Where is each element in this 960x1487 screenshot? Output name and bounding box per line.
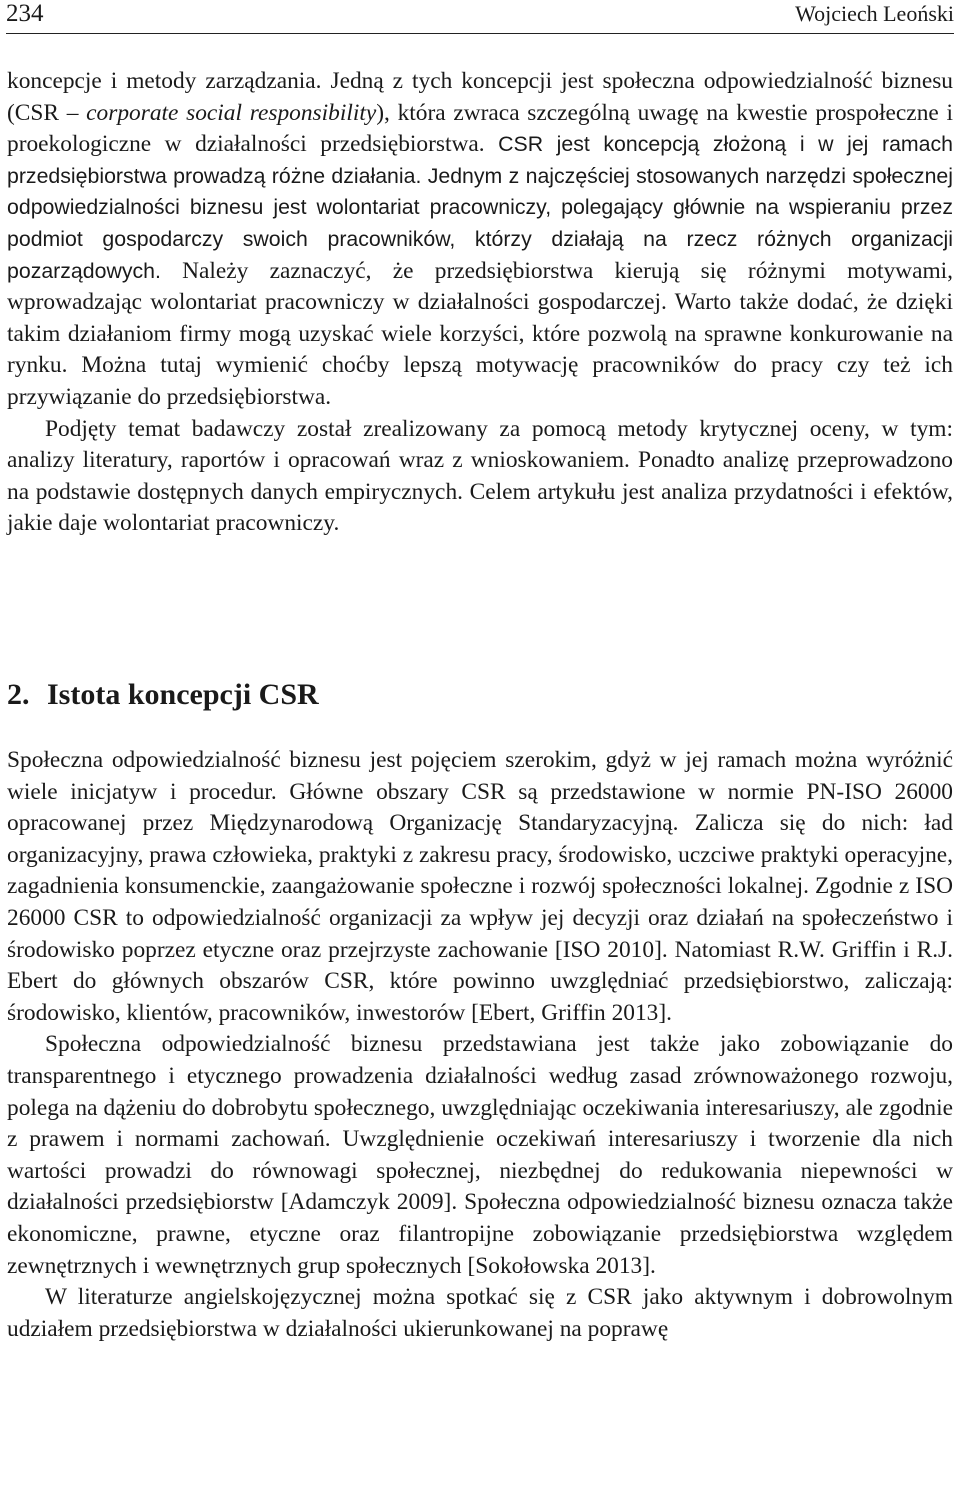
section-title: Istota koncepcji CSR [47, 678, 319, 711]
intro-paragraph-2: Podjęty temat badawczy został zrealizowany za pomocą metody krytycznej oceny, w tym: analizy literatury, raportów i opracowań wraz z wnioskowaniem. Ponadto analizę przeprowadzono na podstawie dostępnych danych empirycznych. Celem artykułu jest analiza przydatności i efektów, jakie daje wolontariat pracowniczy. [7, 415, 953, 537]
section-paragraph-1: Społeczna odpowiedzialność biznesu jest pojęciem szerokim, gdyż w jej ramach można wyróżnić wiele inicjatyw i procedur. Główne obszary CSR są przedstawione w normie PN-ISO 26000 opracowanej przez Międzynarodową Organizację Standaryzacyjną. Zalicza się do nich: ład organizacyjny, prawa człowieka, praktyki z zakresu pracy, środowisko, uczciwe praktyki operacyjne, zagadnienia konsumenckie, zaangażowanie społeczne i rozwój społeczności lokalnej. Zgodnie z ISO 26000 CSR to odpowiedzialność organizacji za wpływ jej decyzji oraz działań na społeczeństwo i środowisko poprzez etyczne oraz przejrzyste zachowanie [ISO 2010]. Natomiast R.W. Griffin i R.J. Ebert do głównych obszarów CSR, które powinno uwzględniać przedsiębiorstwo, zaliczają: środowisko, klientów, pracowników, inwestorów [Ebert, Griffin 2013]. [7, 747, 953, 1026]
section-heading [7, 677, 319, 713]
intro-italic-term: corporate social responsibility [86, 99, 377, 126]
page-header [6, 0, 954, 32]
intro-paragraph-1 [7, 66, 953, 414]
section-paragraph-2: Społeczna odpowiedzialność biznesu przedstawiana jest także jako zobowiązanie do transparentnego i etycznego prowadzenia działalności według zasad zrównoważonego rozwoju, polega na dążeniu do dobrobytu społecznego, uwzględniając oczekiwania interesariuszy, ale zgodnie z prawem i normami zachowań. Uwzględnienie oczekiwań interesariuszy i tworzenie dla nich wartości prowadzi do równowagi społecznej, niezbędnej do redukowania niepewności w działalności przedsiębiorstw [Adamczyk 2009]. Społeczna odpowiedzialność biznesu oznacza także ekonomiczne, prawne, etyczne oraz filantropijne zobowiązanie przedsiębiorstwa względem zewnętrznych i wewnętrznych grup społecznych [Sokołowska 2013]. [7, 1031, 953, 1279]
page-number: 234 [6, 0, 44, 27]
header-rule [6, 33, 954, 34]
intro-text-sans: CSR jest koncepcją złożoną i w jej ramach przedsiębiorstwa prowadzą różne działania. Jednym z najczęściej stosowanych narzędzi społecznej odpowiedzialności biznesu jest wolontariat pracowniczy, polegający głównie na wspieraniu przez podmiot gospodarczy swoich pracowników, którzy działają na rzecz różnych organizacji pozarządowych. [7, 132, 953, 283]
intro-text-a: koncepcje i metody zarządzania. Jedną z tych koncepcji jest społeczna odpowiedzialność biznesu (CSR – [7, 68, 953, 126]
intro-text-b: ), która zwraca szczególną uwagę na kwestie prospołeczne i proekologiczne w działalności przedsiębiorstwa. [7, 99, 953, 158]
section-paragraph-3: W literaturze angielskojęzycznej można spotkać się z CSR jako aktywnym i dobrowolnym udziałem przedsiębiorstwa w działalności ukierunkowanej na poprawę [7, 1284, 953, 1342]
section-body [7, 745, 953, 1345]
intro-section [7, 66, 953, 540]
section-number: 2. [7, 678, 30, 711]
running-head-author: Wojciech Leoński [795, 1, 954, 26]
intro-text-c: Należy zaznaczyć, że przedsiębiorstwa kierują się różnymi motywami, wprowadzając wolontariat pracowniczy w działalności gospodarczej. Warto także dodać, że dzięki takim działaniom firmy mogą uzyskać wiele korzyści, które pozwolą na sprawne konkurowanie na rynku. Można tutaj wymienić choćby lepszą motywację pracowników do pracy czy też ich przywiązanie do przedsiębiorstwa. [7, 257, 953, 410]
